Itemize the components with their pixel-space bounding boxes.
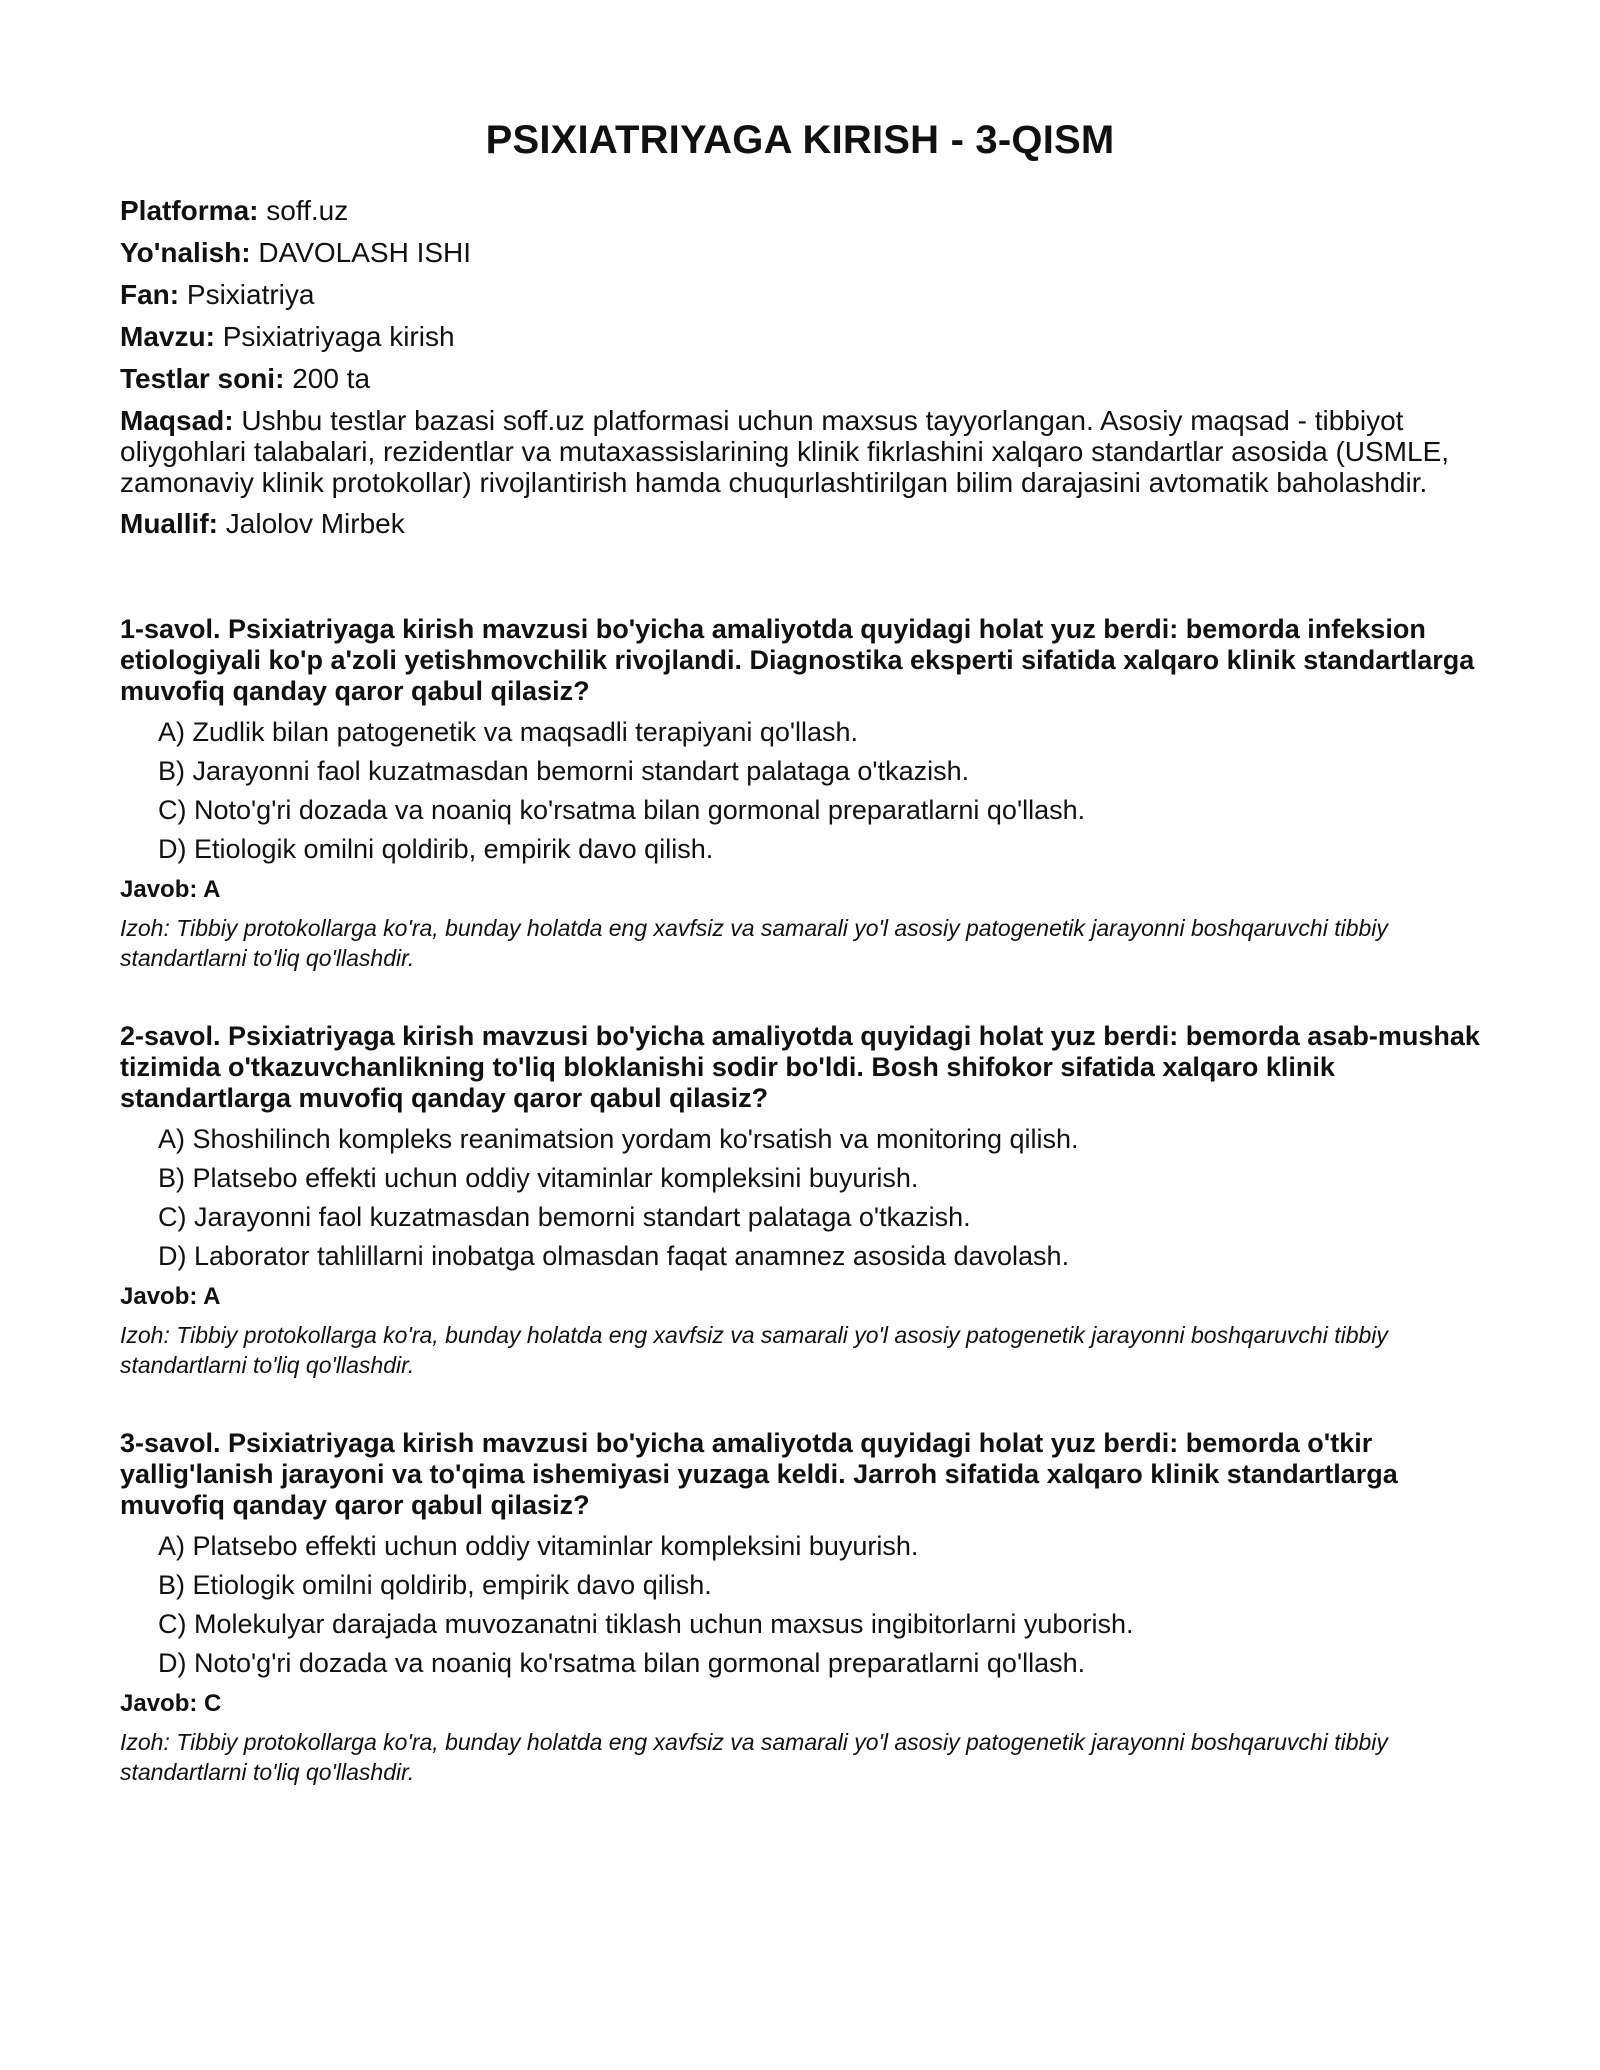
answer: Javob: A bbox=[120, 1283, 221, 1310]
question-text: 1-savol. Psixiatriyaga kirish mavzusi bo'yicha amaliyotda quyidagi holat yuz berdi: bemorda infeksion etiologiyali ko'p a'zoli yetishmovchilik rivojlandi. Diagnostika eksperti sifatida xalqaro klinik standartlarga muvofiq qanday qaror qabul qilasiz? bbox=[120, 614, 1475, 706]
option-list bbox=[120, 717, 1480, 865]
option-c: C) Jarayonni faol kuzatmasdan bemorni standart palataga o'tkazish. bbox=[158, 1202, 971, 1232]
question-list bbox=[120, 614, 1480, 1787]
meta-platform-label: Platforma: bbox=[120, 195, 259, 226]
meta-subject-value: Psixiatriya bbox=[186, 279, 315, 310]
option-list bbox=[120, 1124, 1480, 1272]
meta-platform-value: soff.uz bbox=[266, 195, 349, 226]
question-block-1 bbox=[120, 614, 1480, 973]
meta-subject bbox=[120, 279, 1480, 311]
answer: Javob: A bbox=[120, 876, 221, 903]
question-text: 3-savol. Psixiatriyaga kirish mavzusi bo'yicha amaliyotda quyidagi holat yuz berdi: bemorda o'tkir yallig'lanish jarayoni va to'qima ishemiyasi yuzaga keldi. Jarroh sifatida xalqaro klinik standartlarga muvofiq qanday qaror qabul qilasiz? bbox=[120, 1428, 1398, 1520]
option-a: A) Zudlik bilan patogenetik va maqsadli terapiyani qo'llash. bbox=[158, 717, 859, 747]
meta-topic-label: Mavzu: bbox=[120, 321, 215, 352]
meta-purpose-label: Maqsad: bbox=[120, 405, 234, 436]
option-d: D) Noto'g'ri dozada va noaniq ko'rsatma bilan gormonal preparatlarni qo'llash. bbox=[158, 1648, 1086, 1678]
meta-direction bbox=[120, 237, 1480, 269]
option-b: B) Etiologik omilni qoldirib, empirik davo qilish. bbox=[158, 1570, 712, 1600]
explanation: Izoh: Tibbiy protokollarga ko'ra, bunday holatda eng xavfsiz va samarali yo'l asosiy patogenetik jarayonni boshqaruvchi tibbiy standartlarni to'liq qo'llashdir. bbox=[120, 1729, 1388, 1785]
meta-topic-value: Psixiatriyaga kirish bbox=[222, 321, 455, 352]
meta-purpose-value: Ushbu testlar bazasi soff.uz platformasi uchun maxsus tayyorlangan. Asosiy maqsad - tibbiyot oliygohlari talabalari, rezidentlar va mutaxassislarining klinik fikrlashini xalqaro standartlar asosida (USMLE, zamonaviy klinik protokollar) rivojlantirish hamda chuqurlashtirilgan bilim darajasini avtomatik baholashdir. bbox=[120, 405, 1450, 498]
option-a: A) Platsebo effekti uchun oddiy vitaminlar kompleksini buyurish. bbox=[158, 1531, 919, 1561]
option-list bbox=[120, 1531, 1480, 1679]
meta-purpose bbox=[120, 405, 1480, 498]
meta-direction-value: DAVOLASH ISHI bbox=[258, 237, 472, 268]
meta-subject-label: Fan: bbox=[120, 279, 180, 310]
question-block-3 bbox=[120, 1428, 1480, 1787]
document-title: PSIXIATRIYAGA KIRISH - 3-QISM bbox=[485, 118, 1115, 162]
meta-test-count bbox=[120, 363, 1480, 395]
meta-test-count-label: Testlar soni: bbox=[120, 363, 285, 394]
option-b: B) Platsebo effekti uchun oddiy vitaminlar kompleksini buyurish. bbox=[158, 1163, 919, 1193]
question-block-2 bbox=[120, 1021, 1480, 1380]
option-a: A) Shoshilinch kompleks reanimatsion yordam ko'rsatish va monitoring qilish. bbox=[158, 1124, 1079, 1154]
meta-test-count-value: 200 ta bbox=[292, 363, 371, 394]
document-meta bbox=[120, 195, 1480, 540]
explanation: Izoh: Tibbiy protokollarga ko'ra, bunday holatda eng xavfsiz va samarali yo'l asosiy patogenetik jarayonni boshqaruvchi tibbiy standartlarni to'liq qo'llashdir. bbox=[120, 915, 1388, 971]
meta-author-value: Jalolov Mirbek bbox=[225, 508, 405, 539]
option-c: C) Noto'g'ri dozada va noaniq ko'rsatma bilan gormonal preparatlarni qo'llash. bbox=[158, 795, 1086, 825]
meta-author bbox=[120, 508, 1480, 540]
meta-platform bbox=[120, 195, 1480, 227]
meta-topic bbox=[120, 321, 1480, 353]
explanation: Izoh: Tibbiy protokollarga ko'ra, bunday holatda eng xavfsiz va samarali yo'l asosiy patogenetik jarayonni boshqaruvchi tibbiy standartlarni to'liq qo'llashdir. bbox=[120, 1322, 1388, 1378]
option-d: D) Etiologik omilni qoldirib, empirik davo qilish. bbox=[158, 834, 714, 864]
option-b: B) Jarayonni faol kuzatmasdan bemorni standart palataga o'tkazish. bbox=[158, 756, 970, 786]
meta-author-label: Muallif: bbox=[120, 508, 218, 539]
meta-direction-label: Yo'nalish: bbox=[120, 237, 251, 268]
option-c: C) Molekulyar darajada muvozanatni tiklash uchun maxsus ingibitorlarni yuborish. bbox=[158, 1609, 1134, 1639]
question-text: 2-savol. Psixiatriyaga kirish mavzusi bo'yicha amaliyotda quyidagi holat yuz berdi: bemorda asab-mushak tizimida o'tkazuvchanlikning to'liq bloklanishi sodir bo'ldi. Bosh shifokor sifatida xalqaro klinik standartlarga muvofiq qanday qaror qabul qilasiz? bbox=[120, 1021, 1480, 1113]
answer: Javob: C bbox=[120, 1690, 222, 1717]
option-d: D) Laborator tahlillarni inobatga olmasdan faqat anamnez asosida davolash. bbox=[158, 1241, 1070, 1271]
